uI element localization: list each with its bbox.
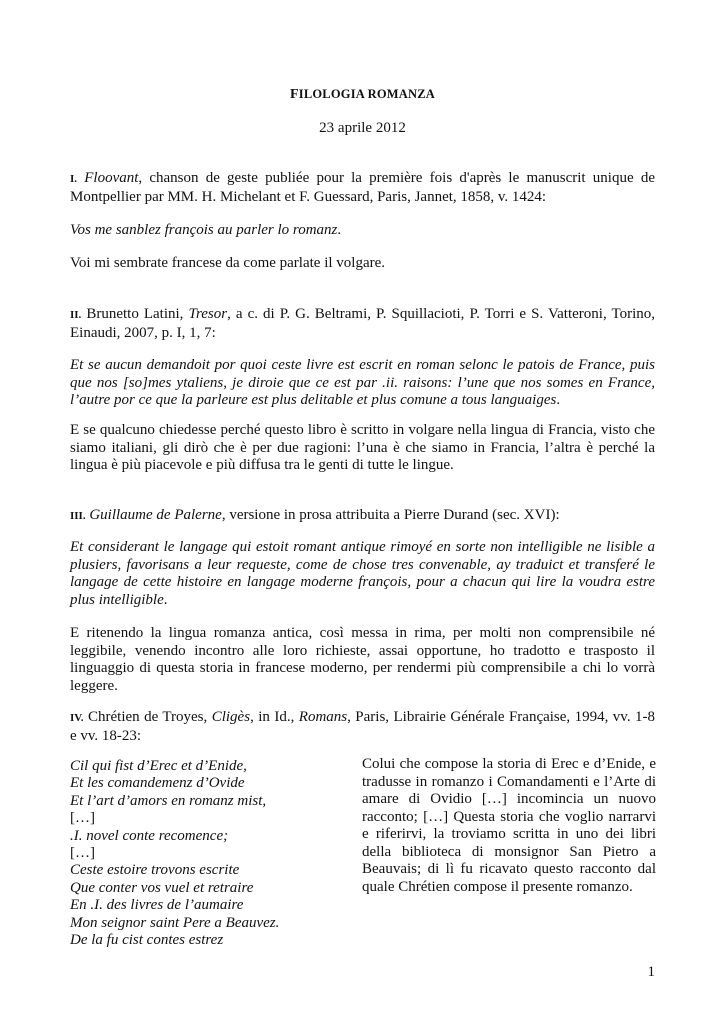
page-date: 23 aprile 2012 (319, 120, 406, 136)
section-3-quote: Et considerant le langage qui estoit romant antique rimoyé en sorte non intelligible ne lisible a plusiers, favorisans a leur requeste, come de chose tres convenable, ay traduict et transferé le langage de cette histoire en langage moderne françois, pour a chacun qui lire la voudra estre plus intelligible. (70, 539, 655, 608)
section-3-translation: E ritenendo la lingua romanza antica, così messa in rima, per molti non comprensibile né leggibile, venendo incontro alle loro richieste, assai opportune, ho tradotto e trasposto il linguaggio di questa storia in francese moderno, per rendermi più comprensibile a chi lo vorrà leggere. (70, 625, 655, 694)
verse-line: […] (70, 810, 95, 827)
verse-line: En .I. des livres de l’aumaire (70, 897, 244, 914)
page-title: FILOLOGIA ROMANZA (290, 87, 435, 102)
section-3-reference: III. Guillaume de Palerne, versione in prosa attribuita a Pierre Durand (sec. XVI): (70, 507, 560, 523)
verse-line: Et l’art d’amors en romanz mist, (70, 792, 267, 809)
verse-line: Cil qui fist d’Erec et d’Enide, (70, 758, 247, 774)
verse-line: De la fu cist contes estrez (70, 931, 224, 948)
verse-translation: Colui che compose la storia di Erec e d’Enide, e tradusse in romanzo i Comandamenti e l’Arte di amare di Ovidio […] incomincia un nuovo racconto; […] Questa storia che voglio narrarvi e riferirvi, la troviamo scritta in uno dei libri della biblioteca di monsignor San Pietro a Beauvais; di lì fu ricavato questo racconto dal quale Chrétien compose il presente romanzo. (362, 756, 656, 895)
section-4-reference: IV. Chrétien de Troyes, Cligès, in Id., Romans, Paris, Librairie Générale Française, 1994, vv. 1-8 e vv. 18-23: (70, 709, 655, 744)
verse-line: Et les comandemenz d’Ovide (70, 775, 245, 792)
section-1-quote: Vos me sanblez françois au parler lo romanz. (70, 222, 342, 238)
section-2-quote: Et se aucun demandoit por quoi ceste livre est escrit en roman selonc le patois de France, puis que nos [so]mes ytaliens, je diroie que ce est par .ii. raisons: l’une que nos somes en France, l’autre por ce que la parleure est plus delitable et plus comune a tous languaiges. (70, 357, 655, 408)
verse-line: .I. novel conte recomence; (70, 827, 229, 844)
section-2-translation: E se qualcuno chiedesse perché questo libro è scritto in volgare nella lingua di Francia, visto che siamo italiani, gli dirò che è per due ragioni: l’una è che siamo in Francia, l’altra è perché la lingua è più piacevole e più diffusa tra le genti di tutte le lingue. (70, 422, 655, 473)
section-1-reference: I. Floovant, chanson de geste publiée pour la première fois d'après le manuscrit unique de Montpellier par MM. H. Michelant et F. Guessard, Paris, Jannet, 1858, v. 1424: (70, 170, 655, 205)
section-2-reference: II. Brunetto Latini, Tresor, a c. di P. G. Beltrami, P. Squillacioti, P. Torri e S. Vatteroni, Torino, Einaudi, 2007, p. I, 1, 7: (70, 306, 655, 341)
page-number: 1 (647, 964, 655, 980)
section-1-translation: Voi mi sembrate francese da come parlate il volgare. (70, 255, 386, 271)
verse-line: Que conter vos vuel et retraire (70, 879, 254, 896)
verse-line: Ceste estoire trovons escrite (70, 862, 240, 879)
verse-quote (70, 758, 320, 949)
verse-line: Mon seignor saint Pere a Beauvez. (70, 914, 280, 931)
verse-line: […] (70, 844, 95, 861)
